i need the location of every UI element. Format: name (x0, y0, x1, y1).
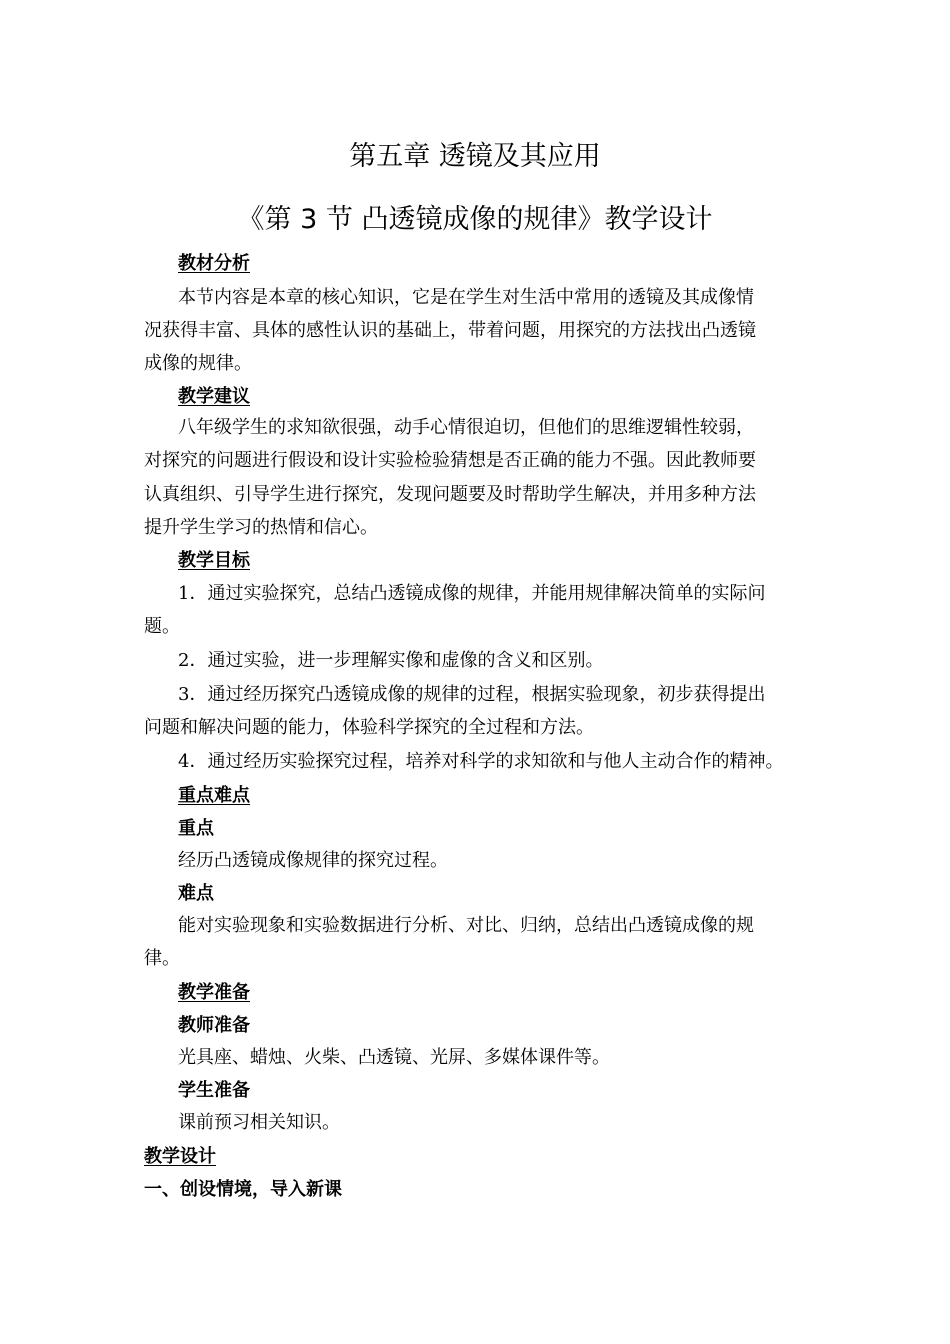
goal-line: 2．通过实验，进一步理解实像和虚像的含义和区别。 (178, 650, 604, 671)
difficulty-label: 难点 (178, 883, 214, 904)
suggestion-line: 认真组织、引导学生进行探究，发现问题要及时帮助学生解决，并用多种方法 (144, 484, 756, 505)
difficulty-line: 能对实验现象和实验数据进行分析、对比、归纳，总结出凸透镜成像的规 (178, 915, 754, 936)
analysis-line: 况获得丰富、具体的感性认识的基础上，带着问题，用探究的方法找出凸透镜 (144, 320, 756, 341)
student-prep-text: 课前预习相关知识。 (178, 1112, 340, 1133)
suggestion-line: 对探究的问题进行假设和设计实验检验猜想是否正确的能力不强。因此教师要 (144, 450, 756, 471)
focus-text: 经历凸透镜成像规律的探究过程。 (178, 850, 448, 871)
goal-line: 4．通过经历实验探究过程，培养对科学的求知欲和与他人主动合作的精神。 (178, 751, 784, 772)
goal-line: 1．通过实验探究，总结凸透镜成像的规律，并能用规律解决简单的实际问 (178, 583, 766, 604)
teacher-prep-text: 光具座、蜡烛、火柴、凸透镜、光屏、多媒体课件等。 (178, 1047, 610, 1068)
student-prep-label: 学生准备 (178, 1080, 250, 1101)
analysis-line: 成像的规律。 (144, 353, 252, 374)
goals-heading: 教学目标 (178, 550, 250, 571)
analysis-line: 本节内容是本章的核心知识，它是在学生对生活中常用的透镜及其成像情 (178, 287, 754, 308)
suggestion-line: 八年级学生的求知欲很强，动手心情很迫切，但他们的思维逻辑性较弱， (178, 417, 754, 438)
lesson-title: 《第 3 节 凸透镜成像的规律》教学设计 (237, 204, 713, 235)
suggestion-heading: 教学建议 (178, 386, 250, 407)
chapter-title: 第五章 透镜及其应用 (349, 141, 601, 172)
suggestion-line: 提升学生学习的热情和信心。 (144, 517, 378, 538)
goal-line: 问题和解决问题的能力，体验科学探究的全过程和方法。 (144, 717, 594, 738)
keypoints-heading: 重点难点 (178, 785, 250, 806)
preparation-heading: 教学准备 (178, 982, 250, 1003)
design-step-heading: 一、创设情境，导入新课 (144, 1179, 342, 1200)
design-heading: 教学设计 (144, 1146, 216, 1167)
goal-line: 3．通过经历探究凸透镜成像的规律的过程，根据实验现象，初步获得提出 (178, 684, 766, 705)
analysis-heading: 教材分析 (178, 253, 250, 274)
difficulty-line: 律。 (144, 948, 180, 969)
teacher-prep-label: 教师准备 (178, 1015, 250, 1036)
focus-label: 重点 (178, 818, 214, 839)
goal-line: 题。 (144, 616, 180, 637)
